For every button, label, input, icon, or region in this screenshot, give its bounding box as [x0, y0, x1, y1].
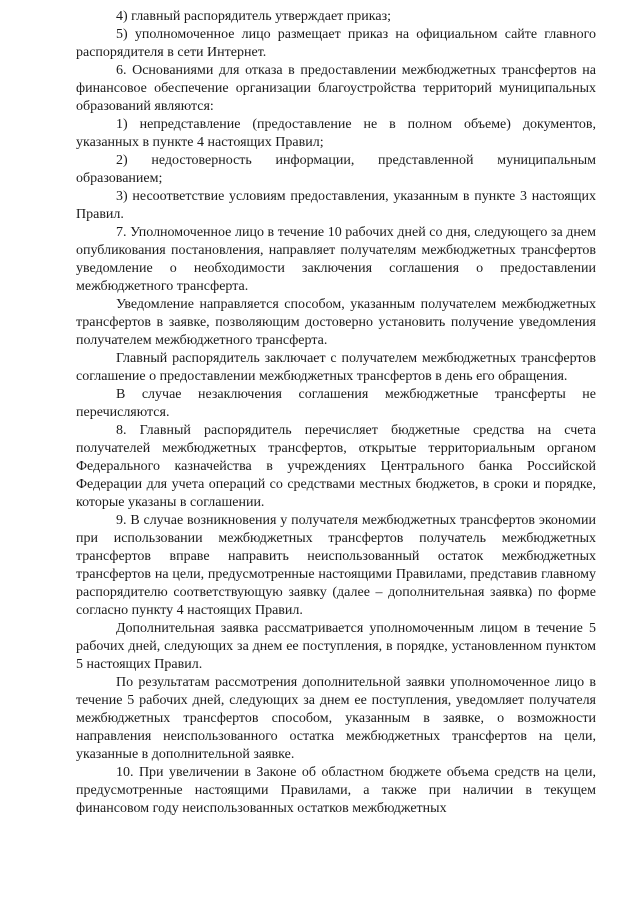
paragraph-clause-6: 6. Основаниями для отказа в предоставлении межбюджетных трансфертов на финансовое обеспечение организации благоустройства территорий муниципальных образований являются: [76, 63, 596, 114]
paragraph-notification: Уведомление направляется способом, указанным получателем межбюджетных трансфертов в заявке, позволяющим достоверно установить получение уведомления получателем межбюджетного трансферта. [76, 297, 596, 348]
paragraph-review-results: По результатам рассмотрения дополнительной заявки уполномоченное лицо в течение 5 рабочих дней, следующих за днем ее поступления, уведомляет получателя межбюджетных трансфертов способом, указанным в заявке, о возможности направления неиспользованного остатка межбюджетных трансфертов на цели, указанные в дополнительной заявке. [76, 675, 596, 762]
paragraph-clause-6-item-1: 1) непредставление (предоставление не в полном объеме) документов, указанных в пункте 4 настоящих Правил; [76, 117, 596, 150]
paragraph-no-agreement: В случае незаключения соглашения межбюджетные трансферты не перечисляются. [76, 387, 596, 420]
paragraph-item-5: 5) уполномоченное лицо размещает приказ на официальном сайте главного распорядителя в сети Интернет. [76, 27, 596, 60]
document-page [76, 8, 596, 818]
paragraph-clause-7: 7. Уполномоченное лицо в течение 10 рабочих дней со дня, следующего за днем опубликования постановления, направляет получателям межбюджетных трансфертов уведомление о необходимости заключения соглашения о предоставлении межбюджетного трансферта. [76, 225, 596, 294]
paragraph-additional-request: Дополнительная заявка рассматривается уполномоченным лицом в течение 5 рабочих дней, следующих за днем ее поступления, в порядке, установленном пунктом 5 настоящих Правил. [76, 621, 596, 672]
paragraph-agreement: Главный распорядитель заключает с получателем межбюджетных трансфертов соглашение о предоставлении межбюджетных трансфертов в день его обращения. [76, 351, 596, 384]
paragraph-item-4: 4) главный распорядитель утверждает приказ; [116, 9, 391, 24]
paragraph-clause-9: 9. В случае возникновения у получателя межбюджетных трансфертов экономии при использовании межбюджетных трансфертов получатель межбюджетных трансфертов вправе направить неиспользованный остаток межбюджетных трансфертов на цели, предусмотренные настоящими Правилами, представив главному распорядителю соответствующую заявку (далее – дополнительная заявка) по форме согласно пункту 4 настоящих Правил. [76, 513, 596, 618]
paragraph-clause-10: 10. При увеличении в Законе об областном бюджете объема средств на цели, предусмотренные настоящими Правилами, а также при наличии в текущем финансовом году неиспользованных остатков межбюджетных [76, 765, 596, 816]
paragraph-clause-6-item-2: 2) недостоверность информации, представленной муниципальным образованием; [76, 153, 596, 186]
paragraph-clause-8: 8. Главный распорядитель перечисляет бюджетные средства на счета получателей межбюджетных трансфертов, открытые территориальным органом Федерального казначейства в учреждениях Центрального банка Российской Федерации для учета операций со средствами местных бюджетов, в сроки и порядке, которые указаны в соглашении. [76, 423, 596, 510]
paragraph-clause-6-item-3: 3) несоответствие условиям предоставления, указанным в пункте 3 настоящих Правил. [76, 189, 596, 222]
